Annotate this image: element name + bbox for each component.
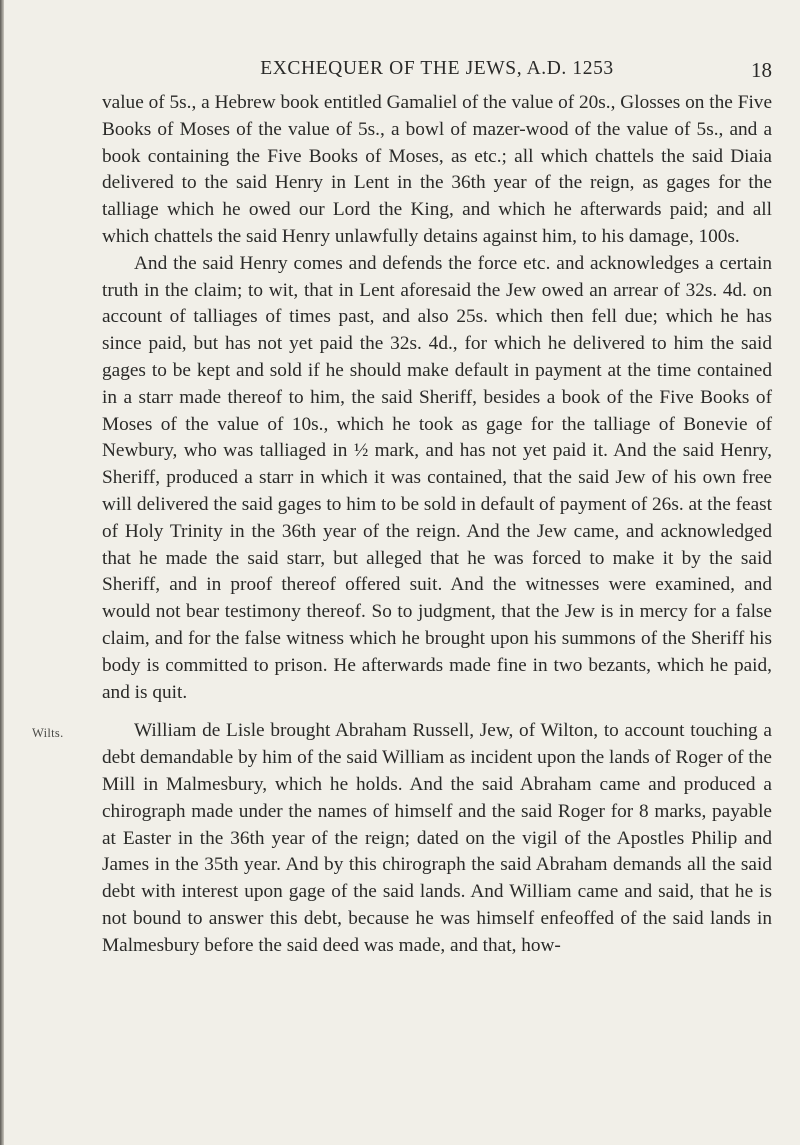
running-title: EXCHEQUER OF THE JEWS, A.D. 1253	[260, 58, 614, 79]
paragraph-defence: And the said Henry comes and defends the force etc. and acknowledges a certain truth in the claim; to wit, that in Lent aforesaid the Jew owed an arrear of 32s. 4d. on account of talliages of times past, and also 25s. which then fell due; which he has since paid, but has not yet paid the 32s. 4d., for which he delivered to him the said gages to be kept and sold if he should make default in payment at the time contained in a starr made thereof to him, the said Sheriff, besides a book of the Five Books of Moses of the value of 10s., which he took as gage for the talliage of Bonevie of Newbury, who was talliaged in ½ mark, and has not yet paid it. And the said Henry, Sheriff, produced a starr in which it was contained, that the said Jew of his own free will delivered the said gages to him to be sold in default of payment of 26s. at the feast of Holy Trinity in the 36th year of the reign. And the Jew came, and acknowledged that he made the said starr, but alleged that he was forced to make it by the said Sheriff, and in proof thereof offered suit. And the witnesses were examined, and would not bear testimony thereof. So to judgment, that the Jew is in mercy for a false claim, and for the false witness which he brought upon his summons of the Sheriff his body is committed to prison. He afterwards made fine in two bezants, which he paid, and is quit.	[102, 252, 772, 703]
page-number: 18	[751, 58, 772, 82]
body-text	[32, 90, 772, 960]
running-head	[102, 58, 772, 84]
page-binding-edge	[0, 0, 4, 1145]
paragraph-wilts-text: William de Lisle brought Abraham Russell, Jew, of Wilton, to account touching a debt demandable by him of the said William as incident upon the lands of Roger of the Mill in Malmesbury, which he holds. And the said Abraham came and produced a chirograph made under the names of himself and the said Roger for 8 marks, payable at Easter in the 36th year of the reign; dated on the vigil of the Apostles Philip and James in the 35th year. And by this chirograph the said Abraham demands all the said debt with interest upon gage of the said lands. And William came and said, that he is not bound to answer this debt, because he was himself enfeoffed of the said lands in Malmesbury before the said deed was made, and that, how-	[102, 720, 772, 956]
paragraph-continuation: value of 5s., a Hebrew book entitled Gamaliel of the value of 20s., Glosses on the Five Books of Moses of the value of 5s., a bowl of mazer-wood of the value of 5s., and a book containing the Five Books of Moses, as etc.; all which chattels the said Diaia delivered to the said Henry in Lent in the 36th year of the reign, as gages for the talliage which he owed our Lord the King, and which he afterwards paid; and all which chattels the said Henry unlawfully detains against him, to his damage, 100s.	[102, 92, 772, 247]
marginal-note-county: Wilts.	[32, 726, 64, 741]
paragraph-wilts-entry	[32, 718, 772, 959]
